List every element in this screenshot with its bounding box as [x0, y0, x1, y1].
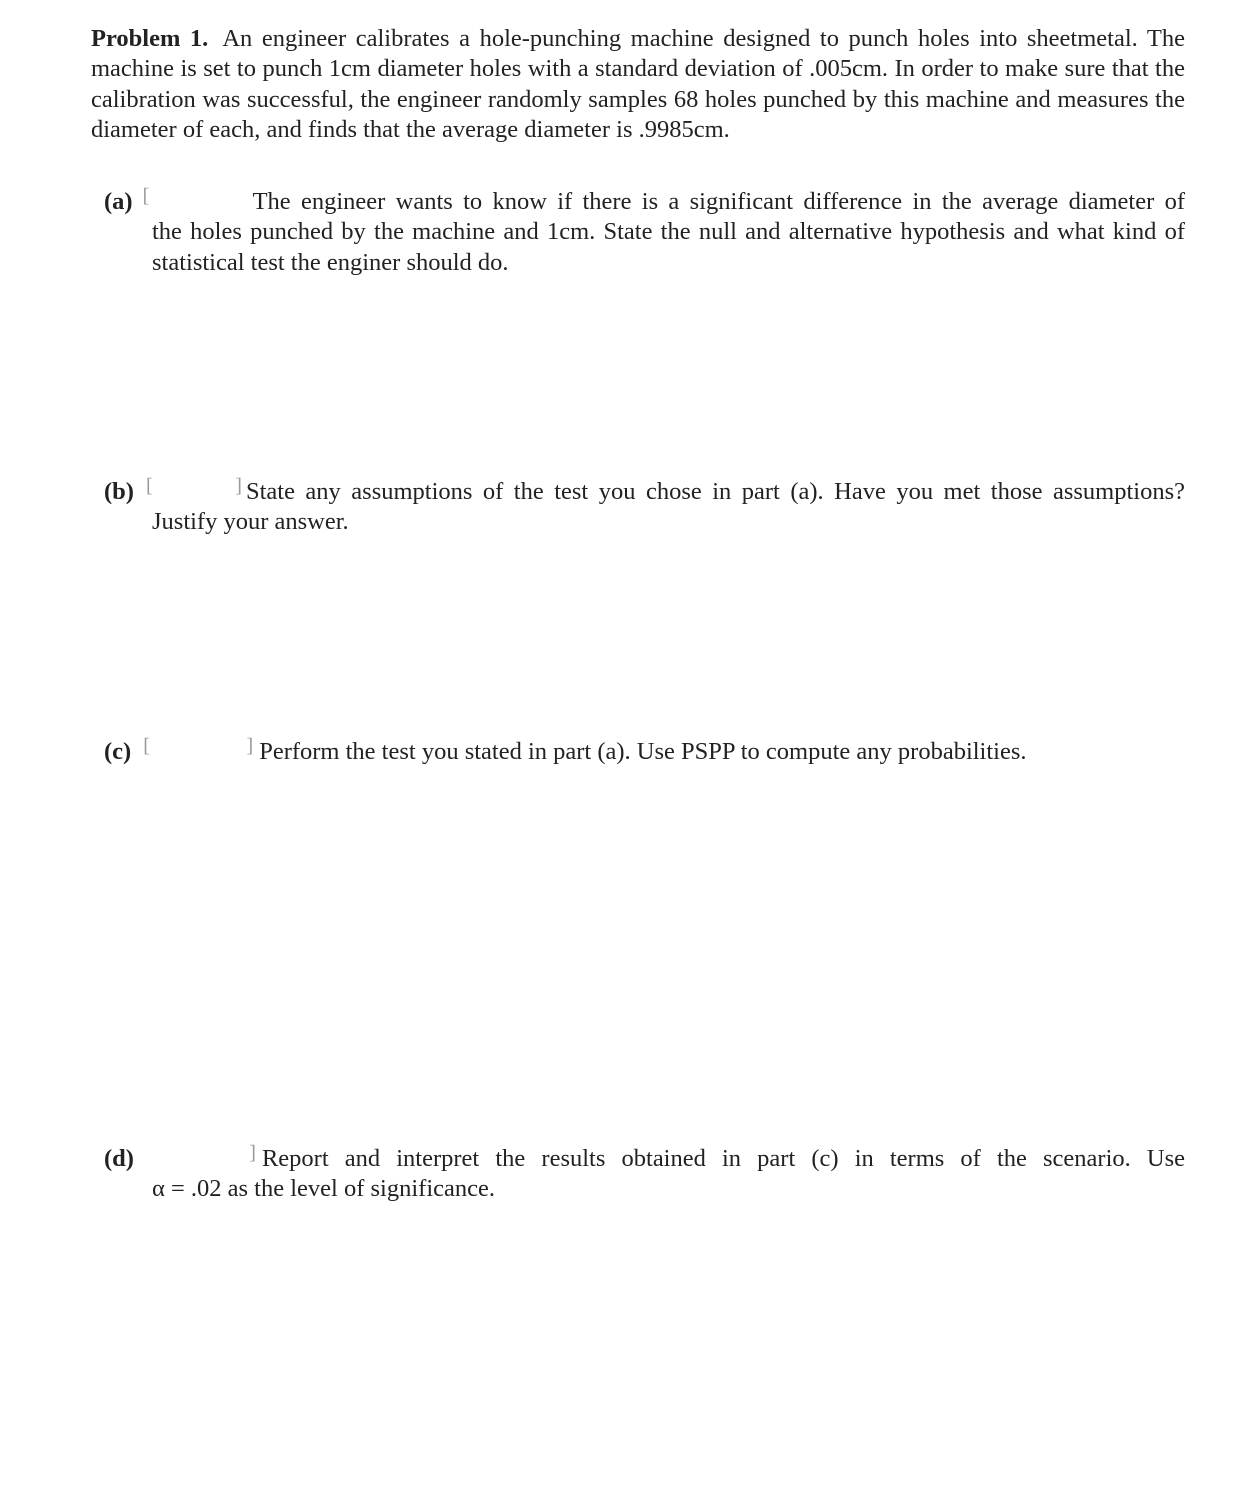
part-d-points-box	[144, 1140, 256, 1166]
part-c-first-line: Perform the test you stated in part (a). Use PSPP to compute any probabilities.	[259, 738, 1027, 765]
part-b-label: (b)	[104, 478, 134, 505]
part-b	[104, 473, 1185, 538]
part-c-label: (c)	[104, 738, 132, 765]
part-b-points-box	[146, 473, 242, 499]
part-a	[104, 183, 1185, 278]
part-b-first-line: State any assumptions of the test you chose in part (a). Have you met those assumptions?	[245, 478, 1185, 505]
part-a-label: (a)	[104, 188, 133, 215]
problem-text: An engineer calibrates a hole-punching machine designed to punch holes into sheetmetal. The machine is set to punch 1cm diameter holes with a standard deviation of .005cm. In order to make sure that the calibration was successful, the engineer randomly samples 68 holes punched by this machine and measures the diameter of each, and finds that the average diameter is .9985cm.	[91, 25, 1185, 143]
part-a-points-box	[143, 183, 243, 209]
part-c-bracket-left: [	[143, 735, 150, 757]
part-b-bracket-left: [	[145, 475, 153, 497]
part-d	[104, 1140, 1185, 1205]
part-c	[104, 733, 1185, 767]
part-a-bracket-left: [	[142, 185, 150, 207]
part-a-rest: the holes punched by the machine and 1cm. State the null and alternative hypothesis and what kind of statistical test the enginer should do.	[152, 218, 1185, 276]
part-b-rest: Justify your answer.	[152, 508, 349, 536]
part-d-rest: α = .02 as the level of significance.	[152, 1175, 495, 1203]
part-d-bracket-right: ]	[249, 1142, 256, 1164]
part-b-bracket-right: ]	[235, 475, 242, 497]
part-d-label: (d)	[104, 1145, 134, 1172]
part-c-bracket-right: ]	[246, 735, 254, 757]
problem-statement	[91, 24, 1185, 145]
part-a-first-line: The engineer wants to know if there is a significant difference in the average diameter of	[252, 188, 1185, 215]
problem-label: Problem 1.	[91, 25, 209, 52]
part-c-points-box	[143, 733, 253, 759]
part-d-first-line: Report and interpret the results obtained in part (c) in terms of the scenario. Use	[261, 1145, 1185, 1172]
